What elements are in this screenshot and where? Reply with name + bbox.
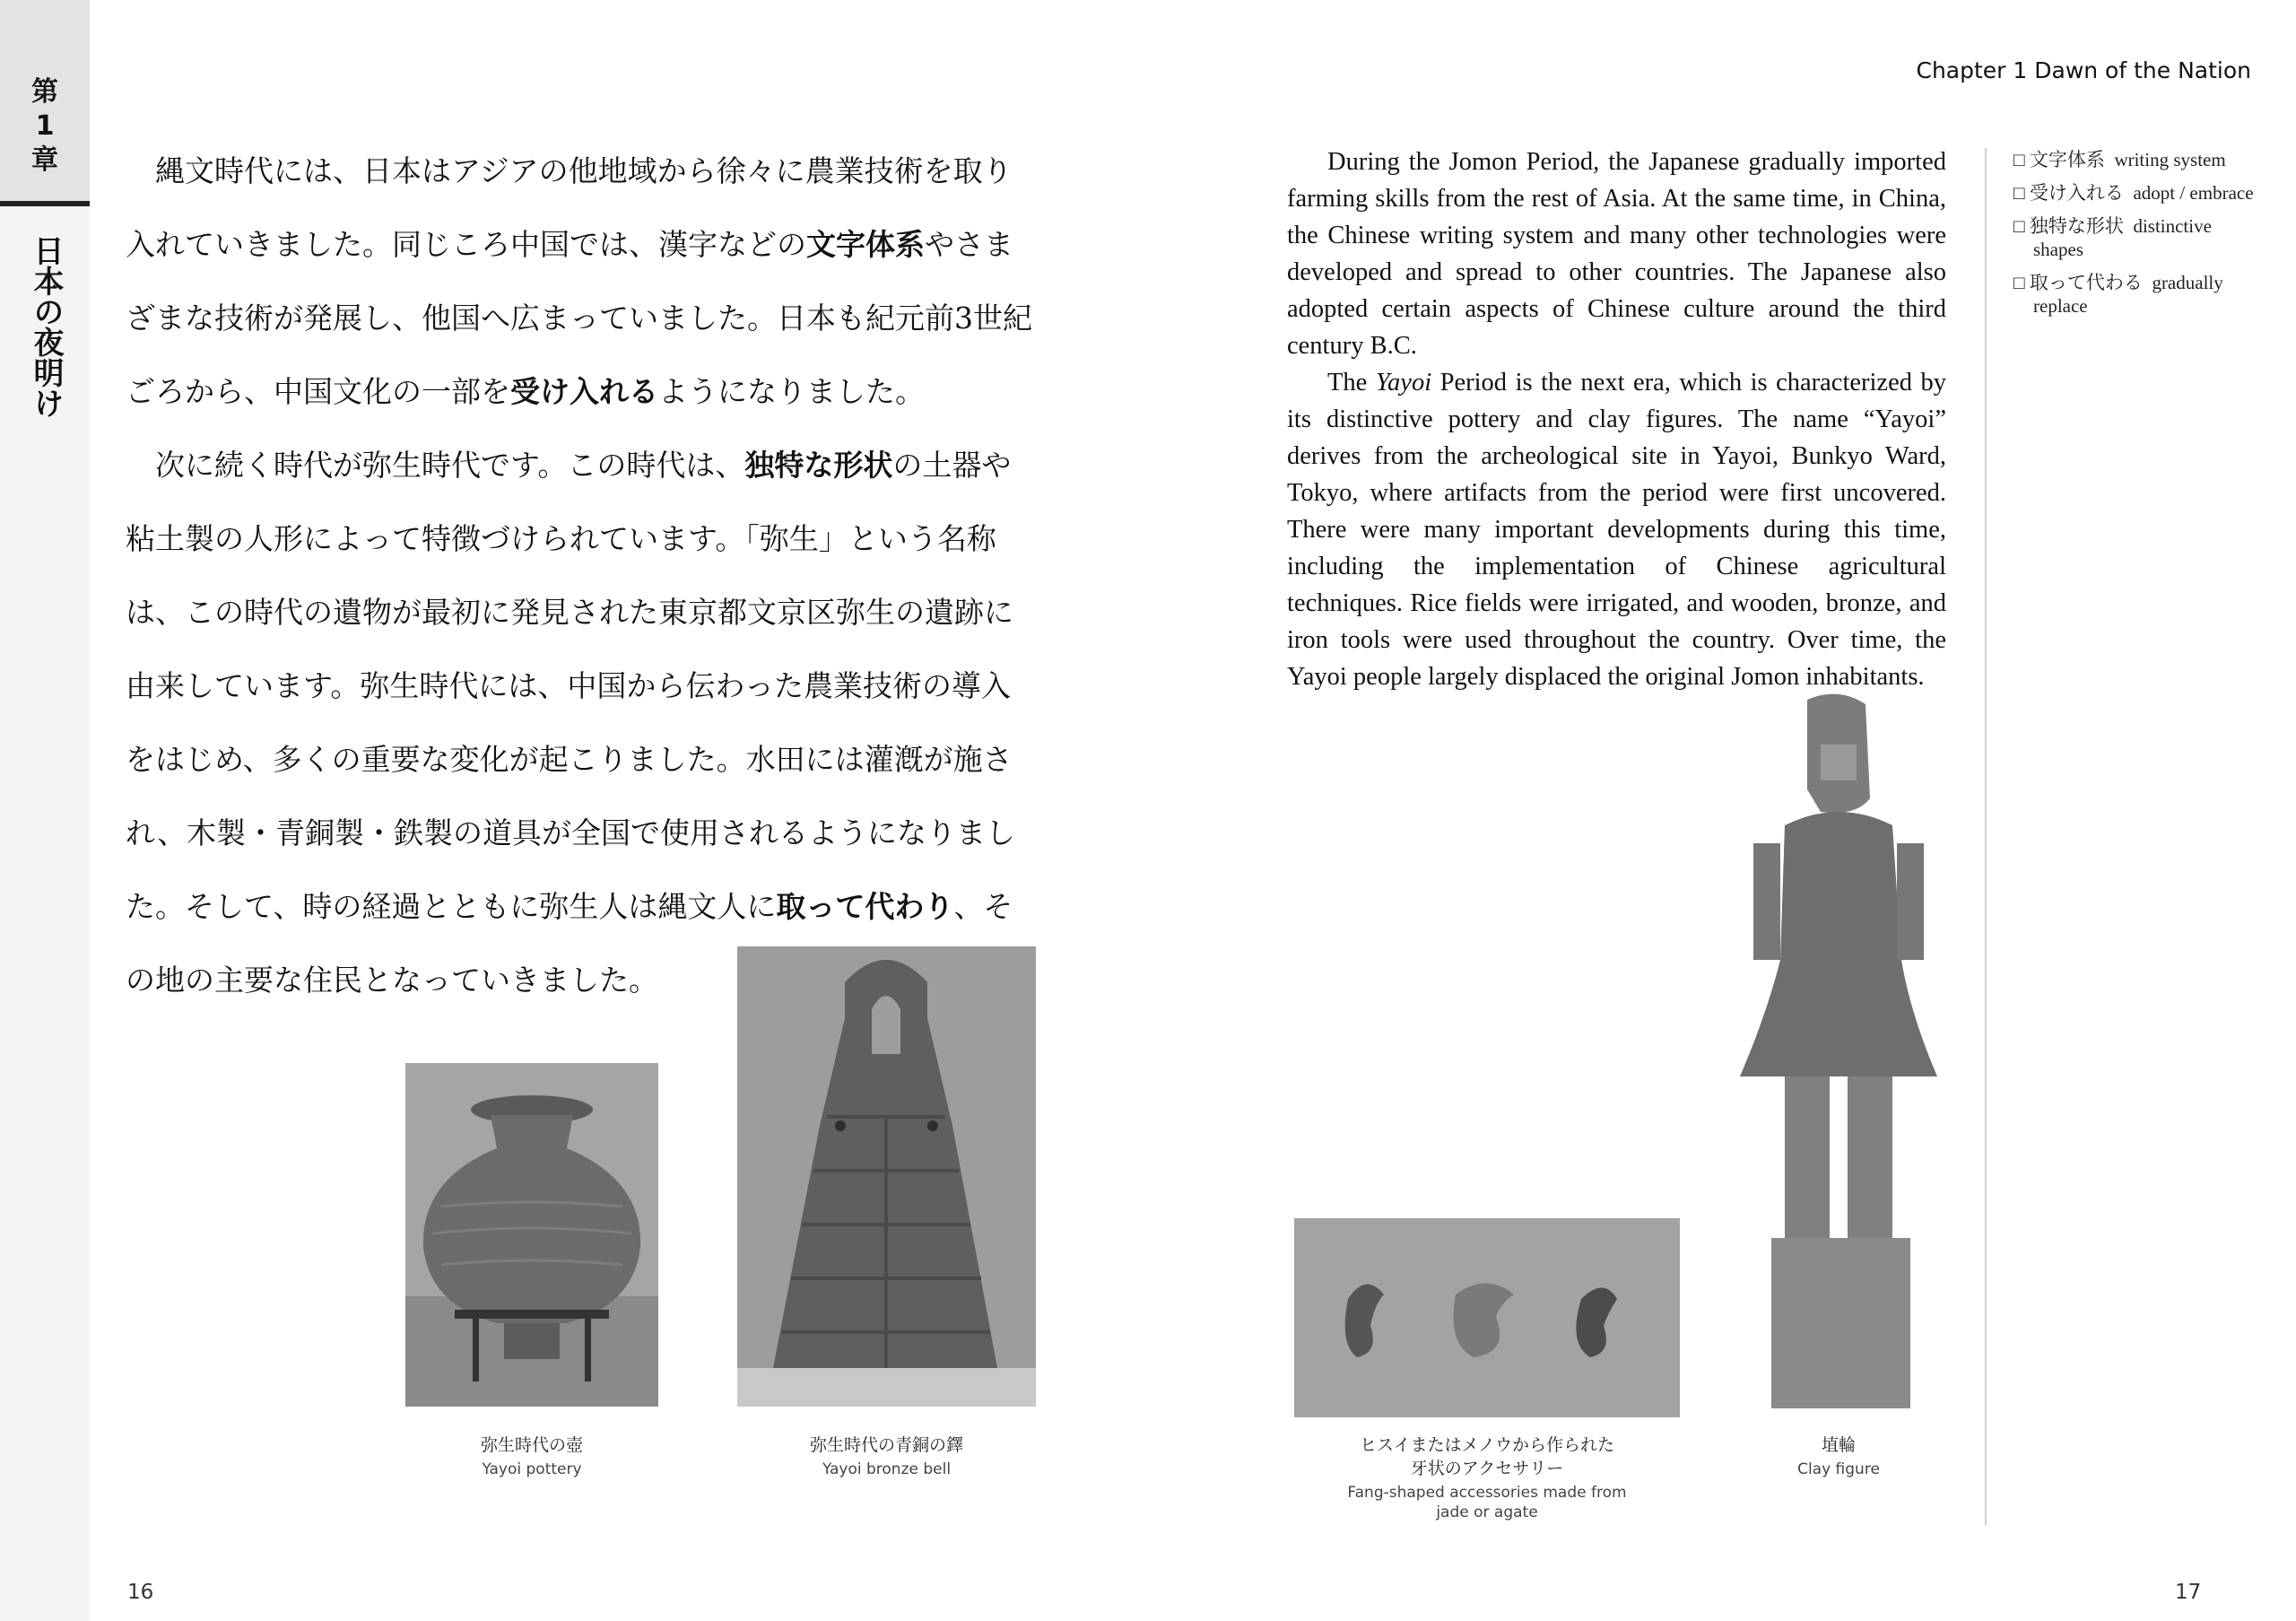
chapter-vertical-title: 日本の夜明け <box>28 235 64 418</box>
vocab-en: writing system <box>2114 149 2226 170</box>
vocab-en: adopt / embrace <box>2133 182 2254 204</box>
caption-clay-figure <box>1731 1434 1946 1479</box>
page-number-right: 17 <box>2175 1581 2202 1604</box>
jp-text-run: 縄文時代には、日本はアジアの他地域から徐々に農業技術を取り入れていきました。同じころ中国では、漢字などの <box>126 153 1013 262</box>
clay-figure-photo <box>1731 691 1946 1408</box>
jp-keyword: 取って代わり <box>776 889 954 924</box>
chapter-tab-rule <box>0 201 90 206</box>
caption-jp: 弥生時代の壺 <box>480 1435 583 1455</box>
japanese-paragraph-1 <box>126 135 1036 429</box>
caption-en: Yayoi pottery <box>482 1460 582 1478</box>
vocab-en: distinctive shapes <box>2033 215 2212 260</box>
caption-jp: 弥生時代の青銅の鐸 <box>809 1435 963 1455</box>
vocab-jp: □ 独特な形状 <box>2013 215 2124 237</box>
vocab-en: gradually replace <box>2033 272 2223 317</box>
page-number-left: 16 <box>127 1581 154 1604</box>
jp-text-run: 、その地の主要な住民となっていきました。 <box>126 889 1013 998</box>
bronze-bell-photo <box>737 946 1036 1407</box>
vocab-jp: □ 文字体系 <box>2013 149 2105 170</box>
en-text-run: Period is the next era, which is characterized by its distinctive pottery and clay figures. The name “Yayoi” derives from the archeological site in Yayoi, Bunkyo Ward, Tokyo, where artifacts from the period were first uncovered. There were many important developments during this time, including the implementation of Chinese agricultural techniques. Rice fields were irrigated, and wooden, bronze, and iron tools were used throughout the country. Over time, the Yayoi people largely displaced the original Jomon inhabitants. <box>1287 369 1946 691</box>
vocab-item <box>2013 271 2265 318</box>
en-emphasis: Yayoi <box>1375 369 1432 397</box>
jp-keyword: 文字体系 <box>806 227 925 262</box>
vocab-item <box>2013 181 2265 205</box>
caption-en: Clay figure <box>1797 1460 1880 1478</box>
caption-jp: 埴輪 <box>1821 1435 1856 1455</box>
japanese-body <box>126 135 1036 1017</box>
jp-text-run: ようになりました。 <box>658 374 925 409</box>
chapter-number: 第 1 章 <box>31 76 58 176</box>
caption-jp: ヒスイまたはメノウから作られた 牙状のアクセサリー <box>1359 1435 1615 1478</box>
pottery-illustration <box>405 1063 658 1407</box>
accessories-illustration <box>1294 1218 1680 1417</box>
bronze-bell-illustration <box>737 946 1036 1407</box>
english-body <box>1287 144 1946 695</box>
jp-keyword: 受け入れる <box>510 374 658 409</box>
vocab-jp: □ 受け入れる <box>2013 182 2124 204</box>
pottery-photo <box>405 1063 658 1407</box>
caption-accessories <box>1294 1434 1680 1522</box>
caption-en: Fang-shaped accessories made from jade or agate <box>1347 1484 1627 1521</box>
vocab-item <box>2013 214 2265 261</box>
jp-text-run: やさまざまな技術が発展し、他国へ広まっていました。日本も紀元前3世紀ごろから、中国文化の一部を <box>126 227 1032 409</box>
en-text-run: The <box>1327 369 1376 397</box>
jp-keyword: 独特な形状 <box>744 448 893 483</box>
vocab-list <box>2013 148 2265 327</box>
vocab-divider <box>1985 148 1987 1525</box>
caption-pottery <box>405 1434 658 1479</box>
vocab-jp: □ 取って代わる <box>2013 272 2143 293</box>
caption-en: Yayoi bronze bell <box>822 1460 952 1478</box>
clay-figure-illustration <box>1731 691 1946 1408</box>
caption-bronze-bell <box>737 1434 1036 1479</box>
jp-text-run: の土器や粘土製の人形によって特徴づけられています。「弥生」という名称は、この時代の遺物が最初に発見された東京都文京区弥生の遺跡に由来しています。弥生時代には、中国から伝わった農業技術の導入をはじめ、多くの重要な変化が起こりました。水田には灌漑が施され、木製・青銅製・鉄製の道具が全国で使用されるようになりました。そして、時の経過とともに弥生人は縄文人に <box>126 448 1015 924</box>
chapter-side-stripe <box>0 206 90 1621</box>
vocab-item <box>2013 148 2265 171</box>
english-paragraph-1: During the Jomon Period, the Japanese gradually imported farming skills from the rest of Asia. At the same time, in China, the Chinese writing system and many other technologies were developed and spread to other countries. The Japanese also adopted certain aspects of Chinese culture around the third century B.C. <box>1287 148 1946 360</box>
running-head: Chapter 1 Dawn of the Nation <box>1916 57 2251 83</box>
japanese-paragraph-2 <box>126 429 1036 1017</box>
accessories-photo <box>1294 1218 1680 1417</box>
jp-text-run: 次に続く時代が弥生時代です。この時代は、 <box>155 448 745 483</box>
english-paragraph-2 <box>1287 364 1946 695</box>
